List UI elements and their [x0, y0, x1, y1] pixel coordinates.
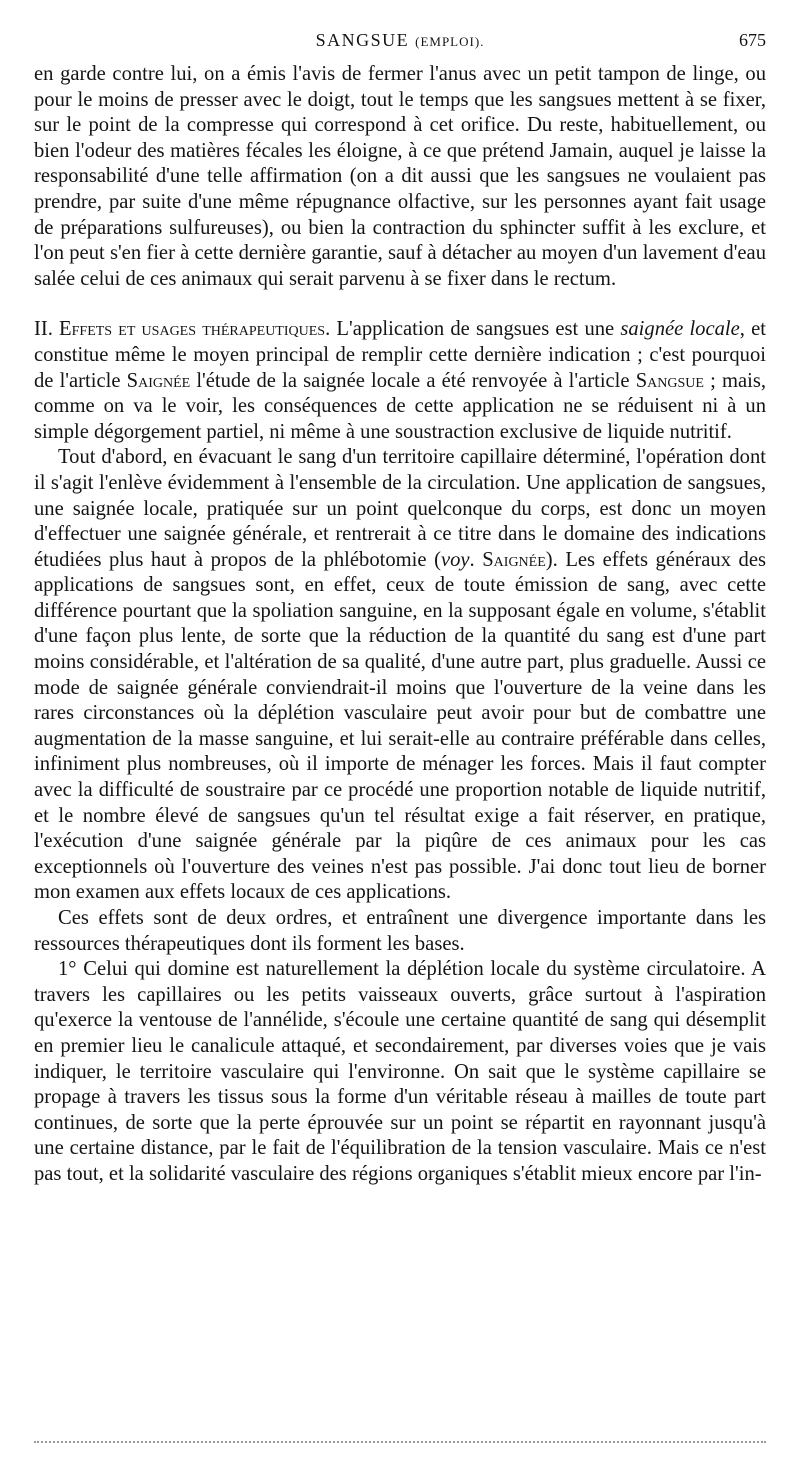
page-number: 675 [739, 30, 766, 50]
paragraph [34, 317, 766, 445]
paragraph [34, 62, 766, 292]
text-segment: . [469, 548, 483, 571]
small-caps-term: Saignée [482, 548, 546, 571]
paragraph-text: Ces effets sont de deux ordres, et entraînent une divergence importante dans les ressources thérapeutiques dont ils forment les bases. [34, 907, 766, 955]
paragraph [34, 957, 766, 1187]
header-title: SANGSUE [315, 30, 410, 50]
text-segment: , et constitue même le moyen principal de remplir cette dernière indication ; c'est pourquoi de l'article [34, 318, 766, 392]
text-segment: II. [34, 318, 60, 341]
small-caps-term: Sangsue [635, 369, 704, 392]
body-text [34, 62, 766, 1188]
text-segment: l'étude de la saignée locale a été renvoyée à l'article [190, 369, 636, 392]
paragraph-text: 1° Celui qui domine est naturellement la déplétion locale du système circulatoire. A travers les capillaires ou les petits vaisseaux ouverts, grâce surtout à l'aspiration qu'exerce la ventouse de l'annélide, s'écoule une certaine quantité de sang qui désemplit en premier lieu le canalicule attaqué, et secondairement, par diverses voies que je vais indiquer, le territoire vasculaire qui l'environne. On sait que le système capillaire se propage à travers les tissus sous la forme d'un véritable réseau à mailles de toute part continues, de sorte que la perte éprouvée sur un point se répartit en rayonnant jusqu'à une certaine distance, par le fait de l'équilibration de la tension vasculaire. Mais ce n'est pas tout, et la solidarité vasculaire des régions organiques s'établit mieux encore par l'in- [34, 958, 766, 1185]
header-subtitle: (EMPLOI). [415, 34, 485, 49]
running-title [34, 30, 766, 51]
small-caps-term: Effets et usages thérapeutiques [59, 318, 326, 341]
footer-rule [34, 1441, 766, 1443]
text-segment: . L'application de sangsues est une [325, 318, 621, 341]
running-header [34, 30, 766, 54]
text-segment: Tout d'abord, en évacuant le sang d'un territoire capillaire déterminé, l'opération dont il s'agit l'enlève évidemment à l'ensemble de la circulation. Une application de sangsues, une saignée locale, pratiquée sur un point quelconque du corps, est donc un moyen d'effectuer une saignée générale, et rentrerait à ce titre dans le domaine des indications étudiées plus haut à propos de la phlébotomie ( [34, 446, 766, 571]
small-caps-term: Saignée [126, 369, 191, 392]
paragraph-text: en garde contre lui, on a émis l'avis de fermer l'anus avec un petit tampon de linge, ou pour le moins de presser avec le doigt, tout le temps que les sangsues mettent à se fixer, sur le point de la compresse qui correspond à cet orifice. Du reste, habituellement, ou bien l'odeur des matières fécales les éloigne, à ce que prétend Jamain, auquel je laisse la responsabilité d'une telle affirmation (on a dit aussi que les sangsues ne voulaient pas prendre, par suite d'une même répugnance olfactive, sur les personnes ayant fait usage de préparations sulfureuses), ou bien la contraction du sphincter suffit à les exclure, et l'on peut s'en fier à cette dernière garantie, sauf à détacher au moyen d'un lavement d'eau salée celui de ces animaux qui serait parvenu à se fixer dans le rectum. [34, 63, 766, 290]
text-segment: ; mais, comme on va le voir, les conséquences de cette application ne se réduisent ni à un simple dégorgement partiel, ni même à une soustraction exclusive de liquide nutritif. [34, 369, 767, 443]
italic-term: saignée locale [620, 318, 740, 341]
text-segment: ). Les effets généraux des applications de sangsues sont, en effet, ceux de toute émission de sang, avec cette différence pourtant que la spoliation sanguine, en la supposant égale en volume, s'établit d'une façon plus lente, de sorte que la réduction de la quantité du sang est d'une part moins considérable, et l'altération de sa qualité, d'une autre part, plus graduelle. Aussi ce mode de saignée générale conviendrait-il moins que l'ouverture de la veine dans les rares circonstances où la déplétion vasculaire peut avoir pour but de combattre une augmentation de la masse sanguine, et lui serait-elle au contraire préférable dans celles, infiniment plus nombreuses, où il importe de ménager les forces. Mais il faut compter avec la difficulté de soustraire par ce procédé une proportion notable de liquide nutritif, et le nombre élevé de sangsues qu'un tel résultat exige a fait réserver, en pratique, l'exécution d'une saignée générale par la piqûre de ces animaux pour les cas exceptionnels où l'ouverture des veines n'est pas possible. J'ai donc tout lieu de borner mon examen aux effets locaux de ces applications. [34, 548, 766, 904]
paragraph [34, 445, 766, 906]
italic-term: voy [440, 548, 470, 571]
paragraph [34, 906, 766, 957]
